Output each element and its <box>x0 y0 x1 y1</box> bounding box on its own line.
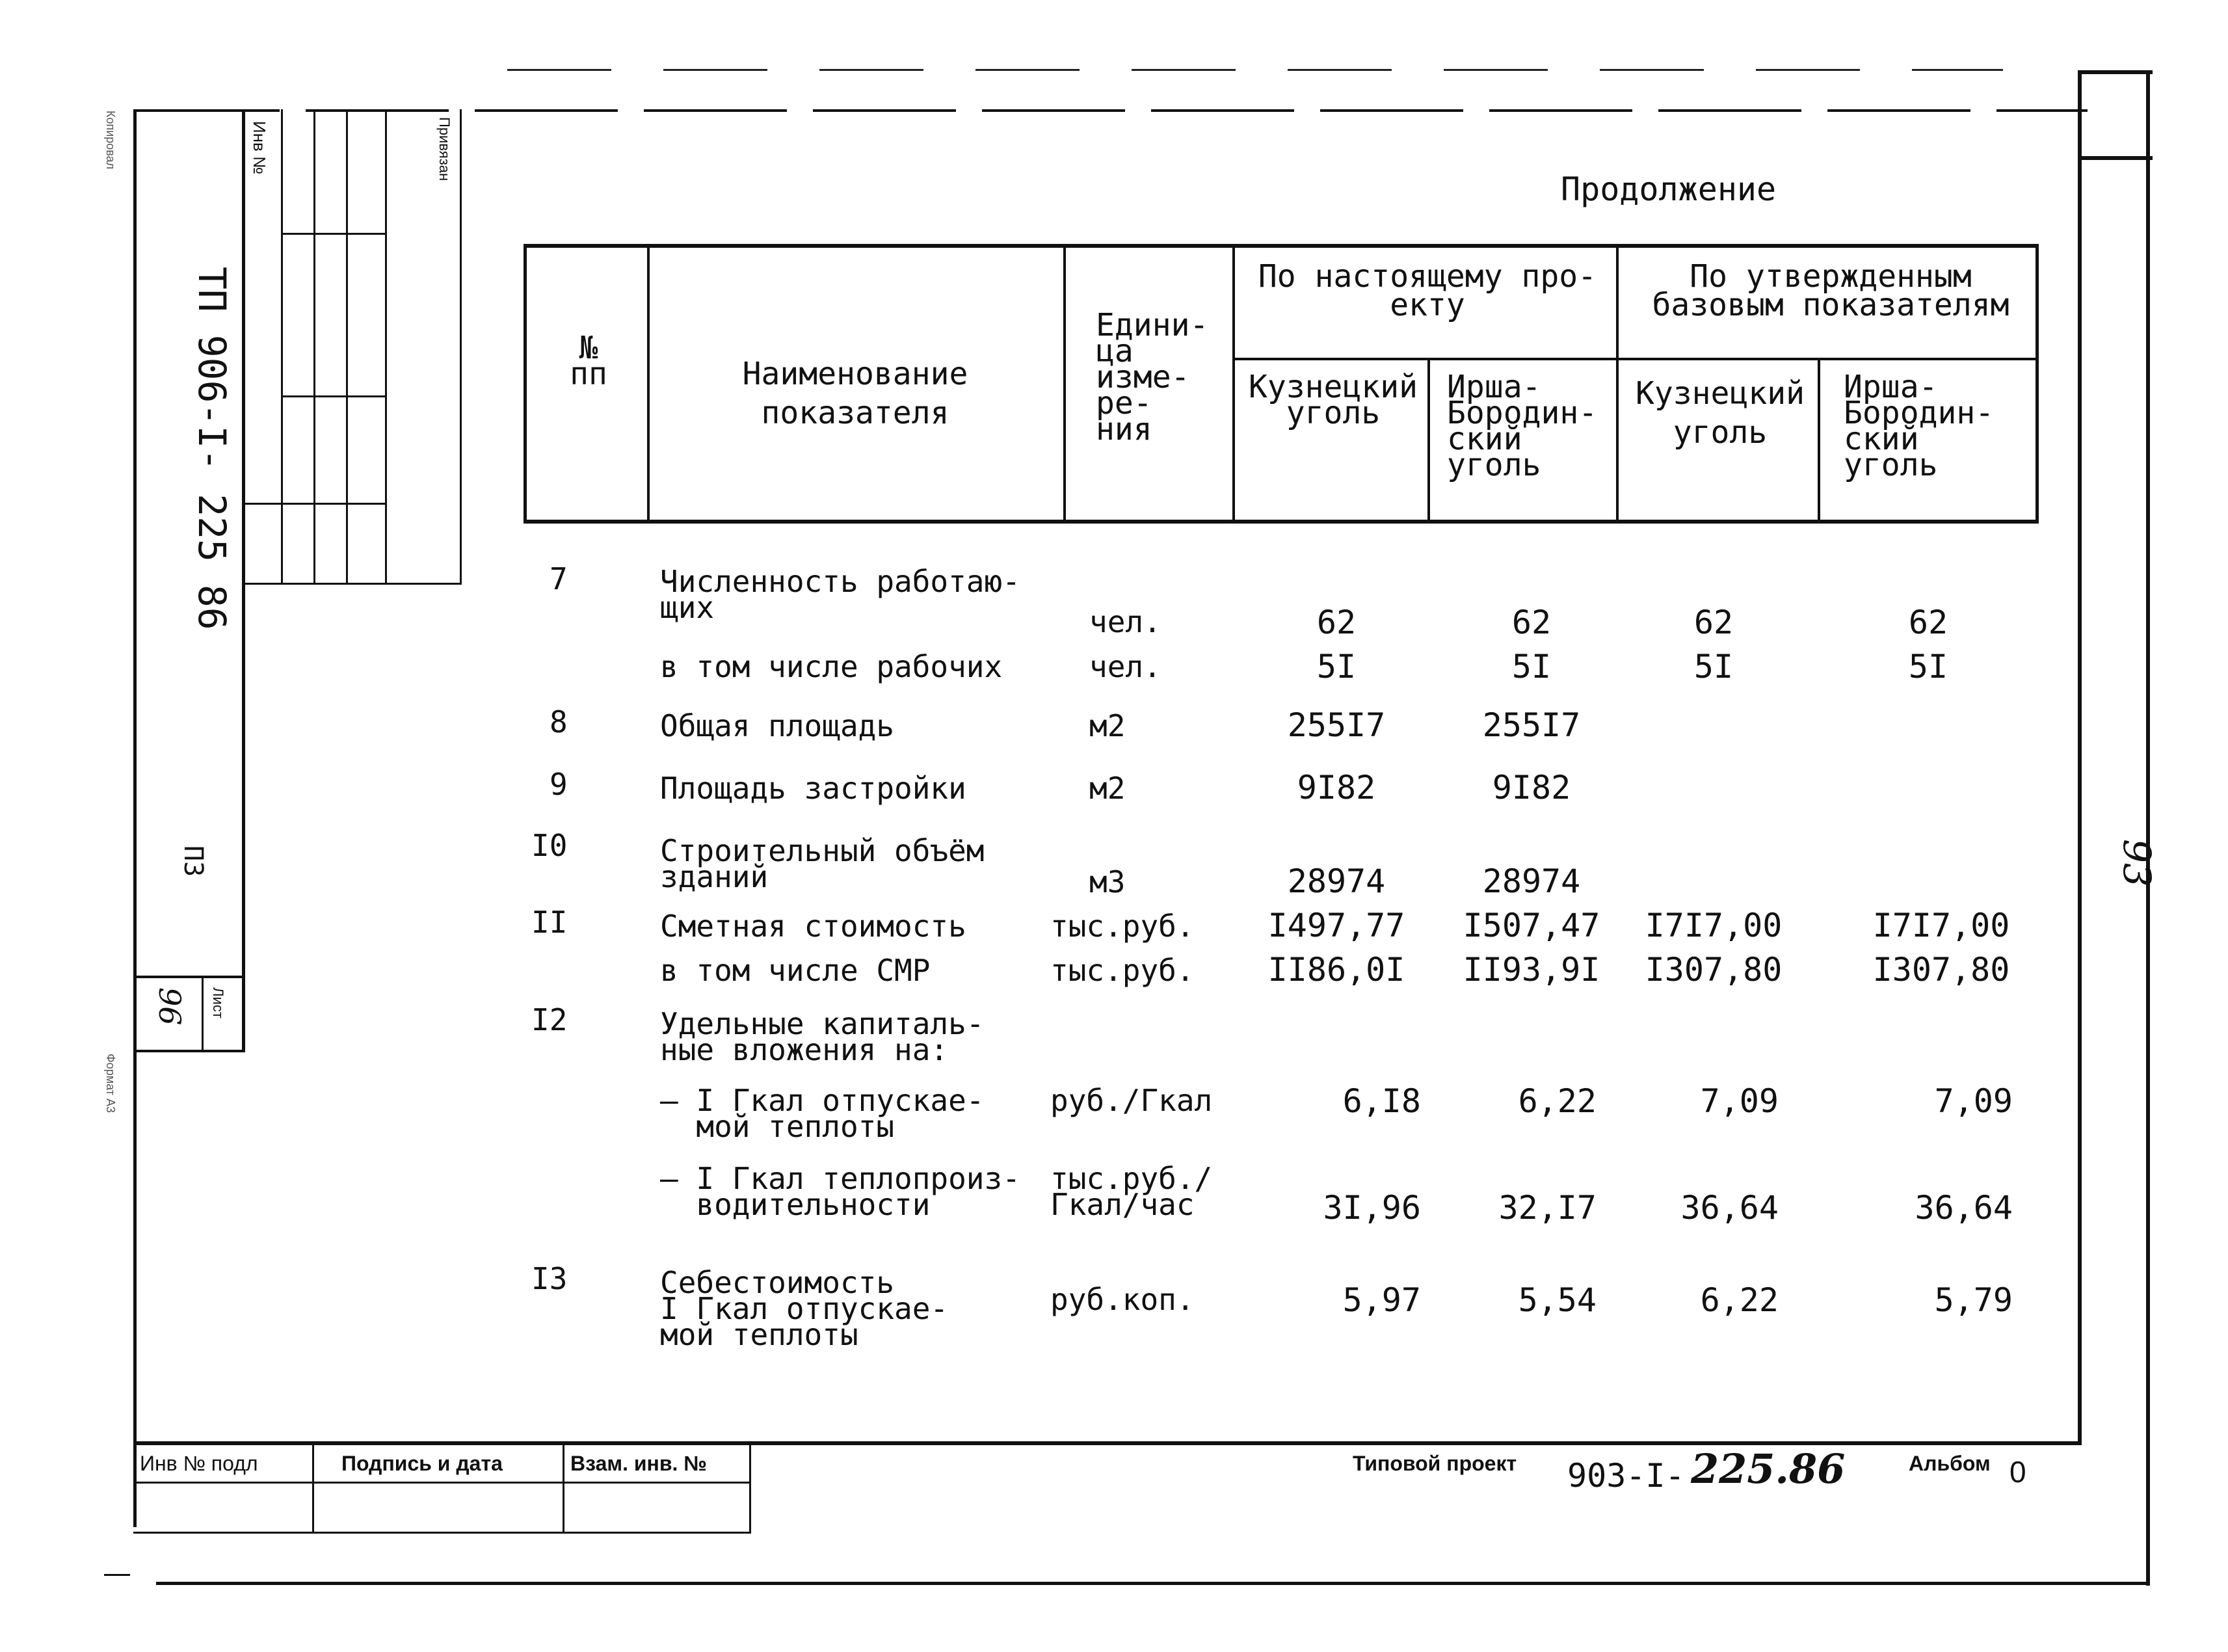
row-v3: 6,22 <box>1700 1281 1779 1319</box>
row-v2: 32,I7 <box>1498 1189 1597 1227</box>
row-v4: I307,80 <box>1872 951 2010 989</box>
row-name: в том числе рабочих <box>660 649 1003 684</box>
project-code-vertical: ТП 906-I- 225 86 <box>190 267 234 630</box>
table-header <box>524 244 2039 524</box>
project-number-hand: 225.86 <box>1691 1445 1846 1493</box>
row-unit: руб./Гкал <box>1050 1083 1213 1118</box>
row-v2: 62 <box>1511 604 1552 641</box>
row-v3: 7,09 <box>1700 1082 1779 1120</box>
row-unit: м2 <box>1089 708 1126 743</box>
row-num: I0 <box>531 828 568 863</box>
album-number: 0 <box>2009 1455 2026 1489</box>
row-num: 8 <box>550 704 568 739</box>
header-group-base: По утвержденным базовым показателям <box>1652 258 2009 323</box>
header-group-current: По настоящему про- екту <box>1258 258 1597 323</box>
header-kuz-base: Кузнецкий уголь <box>1635 375 1805 451</box>
row-v4: 5,79 <box>1934 1281 2013 1319</box>
row-v2: I507,47 <box>1463 907 1600 944</box>
row-v1: 62 <box>1316 604 1357 641</box>
row-v4: 5I <box>1908 648 1948 686</box>
frame-right-outer <box>2146 70 2150 1586</box>
row-v1: II86,0I <box>1267 951 1405 989</box>
frame-right-inner <box>2078 70 2082 1443</box>
row-v2: 9I82 <box>1492 769 1571 806</box>
project-number: 903-I- <box>1567 1457 1685 1495</box>
row-v1: 9I82 <box>1297 769 1376 806</box>
frame-top-right <box>2078 70 2153 74</box>
sign-date-label: Подпись и дата <box>341 1452 503 1475</box>
header-irsha-current: Ирша- Бородин- ский уголь <box>1447 369 1598 483</box>
margin-note-top: Копировал <box>104 111 117 170</box>
row-unit: м3 <box>1089 864 1126 899</box>
row-name: Строительный объём зданий <box>660 833 985 894</box>
sheet-number: 96 <box>152 987 187 1026</box>
header-kuz-current: Кузнецкий уголь <box>1248 369 1418 431</box>
row-unit: руб.коп. <box>1050 1282 1195 1317</box>
row-unit: тыс.руб./ Гкал/час <box>1050 1161 1213 1222</box>
edge-mark <box>104 1574 130 1576</box>
row-name: Численность работаю- щих <box>660 564 1020 625</box>
row-v3: 5I <box>1693 648 1734 686</box>
row-v1: 6,I8 <box>1342 1082 1421 1120</box>
frame-top-dash-above <box>507 69 2003 71</box>
frame-bottom-outer <box>156 1582 2150 1585</box>
row-name: Удельные капиталь- ные вложения на: <box>660 1006 985 1067</box>
frame-left <box>133 109 137 1527</box>
row-name: – I Гкал отпускае- мой теплоты <box>660 1083 985 1144</box>
row-unit: м2 <box>1089 771 1126 806</box>
row-name: в том числе СМР <box>660 953 931 988</box>
project-type-label: Типовой проект <box>1353 1452 1517 1475</box>
row-v1: 255I7 <box>1287 706 1386 744</box>
row-name: Сметная стоимость <box>660 909 966 944</box>
page-number: 93 <box>2115 839 2159 887</box>
row-v1: I497,77 <box>1267 907 1405 944</box>
header-unit: Едини- ца изме- ре- ния <box>1096 307 1209 447</box>
header-irsha-base: Ирша- Бородин- ский уголь <box>1844 369 1995 483</box>
row-v4: 36,64 <box>1915 1189 2013 1227</box>
inv-podl-label: Инв № подл <box>140 1452 258 1475</box>
row-v4: 7,09 <box>1934 1082 2013 1120</box>
album-label: Альбом <box>1909 1452 1991 1475</box>
row-num: 9 <box>550 767 568 802</box>
header-num: № пп <box>570 330 607 392</box>
row-num: I3 <box>531 1261 568 1296</box>
row-unit: тыс.руб. <box>1050 953 1195 988</box>
row-v4: 62 <box>1908 604 1948 641</box>
row-name: Себестоимость I Гкал отпускае- мой теплоты <box>660 1265 949 1352</box>
row-v1: 3I,96 <box>1323 1189 1421 1227</box>
row-unit: чел. <box>1089 604 1161 639</box>
row-num: 7 <box>550 561 568 596</box>
sheet-box <box>137 976 245 1052</box>
continuation-label: Продолжение <box>1561 170 1777 208</box>
margin-note-mid: Формат А3 <box>104 1054 117 1113</box>
row-v1: 5,97 <box>1342 1281 1421 1319</box>
attached-label: Привязан <box>436 117 453 181</box>
row-unit: чел. <box>1089 649 1161 684</box>
pz-label: ПЗ <box>178 846 208 877</box>
row-name: Общая площадь <box>660 708 895 743</box>
row-v3: I307,80 <box>1645 951 1783 989</box>
row-v2: 5,54 <box>1518 1281 1597 1319</box>
row-num: II <box>531 905 568 940</box>
vzam-inv-label: Взам. инв. № <box>570 1452 707 1475</box>
row-v1: 28974 <box>1287 862 1386 900</box>
row-v2: II93,9I <box>1463 951 1600 989</box>
row-v2: 5I <box>1511 648 1552 686</box>
row-v2: 255I7 <box>1482 706 1581 744</box>
header-name: Наименование показателя <box>742 356 968 431</box>
row-name: Площадь застройки <box>660 771 966 806</box>
table-body <box>524 559 2039 1392</box>
sheet-label: Лист <box>210 987 226 1019</box>
row-v3: 36,64 <box>1680 1189 1779 1227</box>
bottom-stamp <box>133 1443 751 1534</box>
inv-label: Инв № <box>250 121 269 174</box>
row-v2: 6,22 <box>1518 1082 1597 1120</box>
side-stamp <box>242 109 463 584</box>
row-v4: I7I7,00 <box>1872 907 2010 944</box>
row-v3: 62 <box>1693 604 1734 641</box>
row-num: I2 <box>531 1002 568 1037</box>
row-v1: 5I <box>1316 648 1357 686</box>
row-v3: I7I7,00 <box>1645 907 1783 944</box>
row-v2: 28974 <box>1482 862 1581 900</box>
row-name: – I Гкал теплопроиз- водительности <box>660 1161 1020 1222</box>
row-unit: тыс.руб. <box>1050 909 1195 944</box>
frame-top-right-2 <box>2078 156 2153 160</box>
